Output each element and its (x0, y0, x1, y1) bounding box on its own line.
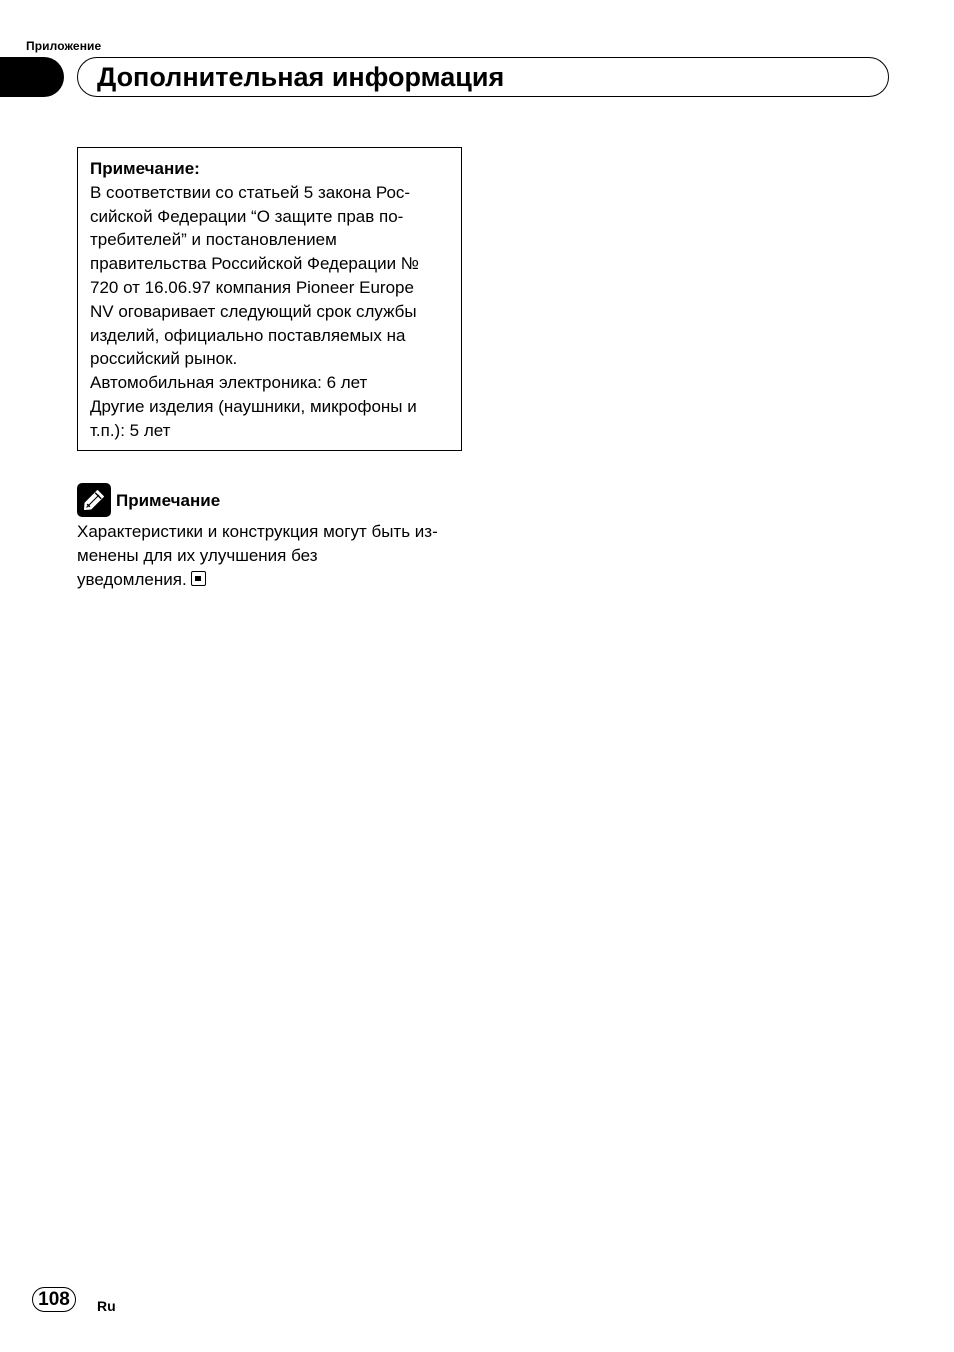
notice-line: требителей” и постановлением (90, 230, 337, 250)
note-title: Примечание (116, 490, 221, 510)
note-line-last (77, 568, 477, 592)
notice-line: правительства Российской Федерации № (90, 254, 420, 274)
notice-line: NV оговаривает следующий срок службы (90, 301, 417, 321)
notice-line: 720 от 16.06.97 компания Pioneer Europe (90, 277, 414, 297)
page-title: Дополнительная информация (97, 62, 505, 92)
note-line: менены для их улучшения без (77, 546, 318, 565)
chapter-tab-marker (0, 57, 64, 97)
notice-line: т.п.): 5 лет (90, 420, 171, 440)
notice-line: сийской Федерации “О защите прав по- (90, 206, 404, 226)
notice-line: Автомобильная электроника: 6 лет (90, 373, 368, 393)
page-title-frame (77, 57, 889, 97)
notice-line: российский рынок. (90, 349, 238, 369)
notice-box (77, 147, 462, 451)
end-of-section-icon (191, 571, 206, 586)
pencil-note-icon (77, 483, 111, 517)
note-header (77, 483, 220, 517)
notice-line: изделий, официально поставляемых на (90, 325, 406, 345)
language-code: Ru (97, 1298, 116, 1314)
note-line-text: уведомления. (77, 570, 187, 589)
page-number: 108 (32, 1287, 76, 1312)
note-body (77, 520, 477, 592)
notice-line: Другие изделия (наушники, микрофоны и (90, 396, 417, 416)
section-label: Приложение (26, 39, 102, 53)
notice-line: В соответствии со статьей 5 закона Рос- (90, 182, 411, 202)
notice-heading: Примечание: (90, 159, 200, 178)
note-line: Характеристики и конструкция могут быть из- (77, 522, 438, 541)
